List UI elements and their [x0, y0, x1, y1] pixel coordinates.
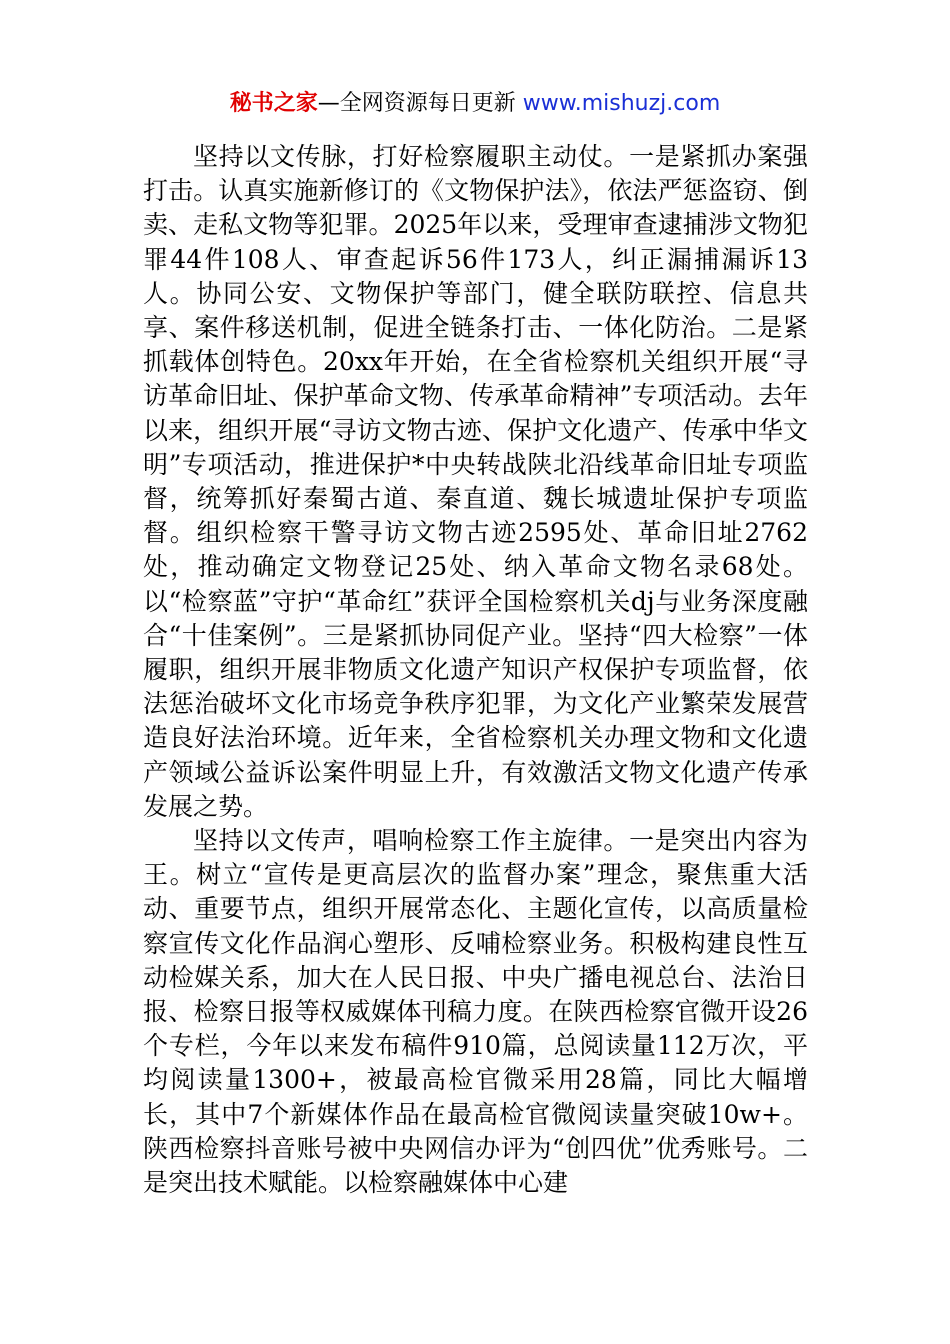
paragraph-2: 坚持以文传声，唱响检察工作主旋律。一是突出内容为王。树立“宣传是更高层次的监督办案”理念，聚焦重大活动、重要节点，组织开展常态化、主题化宣传，以高质量检察宣传文化作品润心塑形、反哺检察业务。积极构建良性互动检媒关系，加大在人民日报、中央广播电视总台、法治日报、检察日报等权威媒体刊稿力度。在陕西检察官微开设26个专栏，今年以来发布稿件910篇，总阅读量112万次，平均阅读量1300+，被最高检官微采用28篇，同比大幅增长，其中7个新媒体作品在最高检官微阅读量突破10w+。陕西检察抖音账号被中央网信办评为“创四优”优秀账号。二是突出技术赋能。以检察融媒体中心建 — [143, 826, 808, 1198]
paragraph-1: 坚持以文传脉，打好检察履职主动仗。一是紧抓办案强打击。认真实施新修订的《文物保护法》，依法严惩盗窃、倒卖、走私文物等犯罪。2025年以来，受理审查逮捕涉文物犯罪44件108人、审查起诉56件173人，纠正漏捕漏诉13人。协同公安、文物保护等部门，健全联防联控、信息共享、案件移送机制，促进全链条打击、一体化防治。二是紧抓载体创特色。20xx年开始，在全省检察机关组织开展“寻访革命旧址、保护革命文物、传承革命精神”专项活动。去年以来，组织开展“寻访文物古迹、保护文化遗产、传承中华文明”专项活动，推进保护*中央转战陕北沿线革命旧址专项监督，统筹抓好秦蜀古道、秦直道、魏长城遗址保护专项监督。组织检察干警寻访文物古迹2595处、革命旧址2762处，推动确定文物登记25处、纳入革命文物名录68处。以“检察蓝”守护“革命红”获评全国检察机关dj与业务深度融合“十佳案例”。三是紧抓协同促产业。坚持“四大检察”一体履职，组织开展非物质文化遗产知识产权保护专项监督，依法惩治破坏文化市场竞争秩序犯罪，为文化产业繁荣发展营造良好法治环境。近年来，全省检察机关办理文物和文化遗产领域公益诉讼案件明显上升，有效激活文物文化遗产传承发展之势。 — [143, 142, 808, 821]
document-body — [143, 140, 808, 1200]
site-brand: 秘书之家 — [229, 91, 318, 116]
site-url-link[interactable]: www.mishuzj.com — [522, 91, 721, 116]
page-header — [0, 88, 950, 120]
site-tagline: —全网资源每日更新 — [317, 91, 516, 116]
